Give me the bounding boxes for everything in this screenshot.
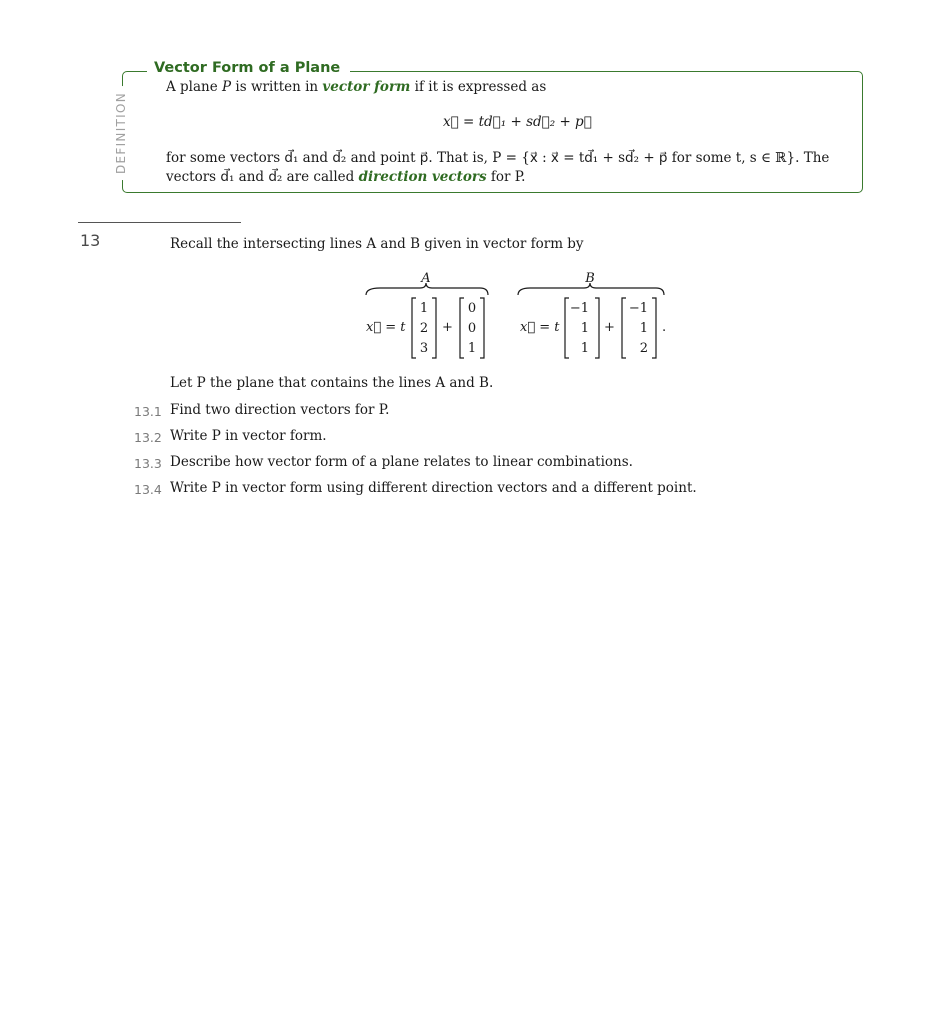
exercise-number: 13 (80, 231, 101, 250)
line-a-label: A (421, 271, 431, 286)
definition-side-label: DEFINITION (114, 86, 128, 180)
line-b-label: B (585, 271, 595, 286)
line-b-dir-1: −1 (569, 301, 589, 316)
definition-title: Vector Form of a Plane (147, 60, 350, 76)
exercise-intro: Recall the intersecting lines A and B given in vector form by (170, 236, 584, 252)
line-a-point-1: 0 (467, 301, 477, 316)
definition-equation: x⃗ = td⃗₁ + sd⃗₂ + p⃗ (443, 114, 592, 130)
part-text: Find two direction vectors for P. (170, 402, 390, 418)
line-b-dir-3: 1 (580, 341, 589, 356)
line-a-equation (366, 271, 488, 358)
line-a-dir-1: 1 (419, 301, 429, 316)
direction-vectors-term: direction vectors (358, 169, 487, 185)
line-b-lhs: x⃗ = t (520, 320, 560, 335)
line-b-point-1: −1 (628, 301, 648, 316)
definition-line-3: vectors d⃗₁ and d⃗₂ are called direction vectors for P. (166, 169, 526, 185)
part-number: 13.3 (134, 456, 162, 471)
part-text: Write P in vector form using different direction vectors and a different point. (170, 480, 697, 496)
line-a-plus: + (442, 320, 453, 335)
line-a-dir-2: 2 (419, 321, 429, 336)
part-number: 13.2 (134, 430, 162, 445)
line-b-dir-2: 1 (580, 321, 589, 336)
line-b-point-3: 2 (639, 341, 648, 356)
line-b-equation (518, 271, 666, 358)
line-equations (360, 262, 680, 364)
vector-form-term: vector form (322, 79, 411, 95)
line-b-end: . (662, 320, 667, 335)
part-number: 13.1 (134, 404, 162, 419)
line-a-point-3: 1 (467, 341, 477, 356)
section-rule (78, 222, 241, 223)
line-b-plus: + (604, 320, 615, 335)
part-text: Describe how vector form of a plane relates to linear combinations. (170, 454, 633, 470)
part-number: 13.4 (134, 482, 162, 497)
part-text: Write P in vector form. (170, 428, 327, 444)
let-text: Let P the plane that contains the lines A and B. (170, 375, 494, 391)
definition-line-1: A plane P is written in vector form if it is expressed as (166, 79, 547, 95)
line-a-dir-3: 3 (419, 341, 429, 356)
line-b-point-2: 1 (639, 321, 648, 336)
definition-line-2: for some vectors d⃗₁ and d⃗₂ and point p⃗. That is, P = {x⃗ : x⃗ = td⃗₁ + sd⃗₂ + p⃗ for some t, s ∈ ℝ}. The (166, 150, 830, 166)
line-a-point-2: 0 (467, 321, 477, 336)
line-a-lhs: x⃗ = t (366, 320, 406, 335)
